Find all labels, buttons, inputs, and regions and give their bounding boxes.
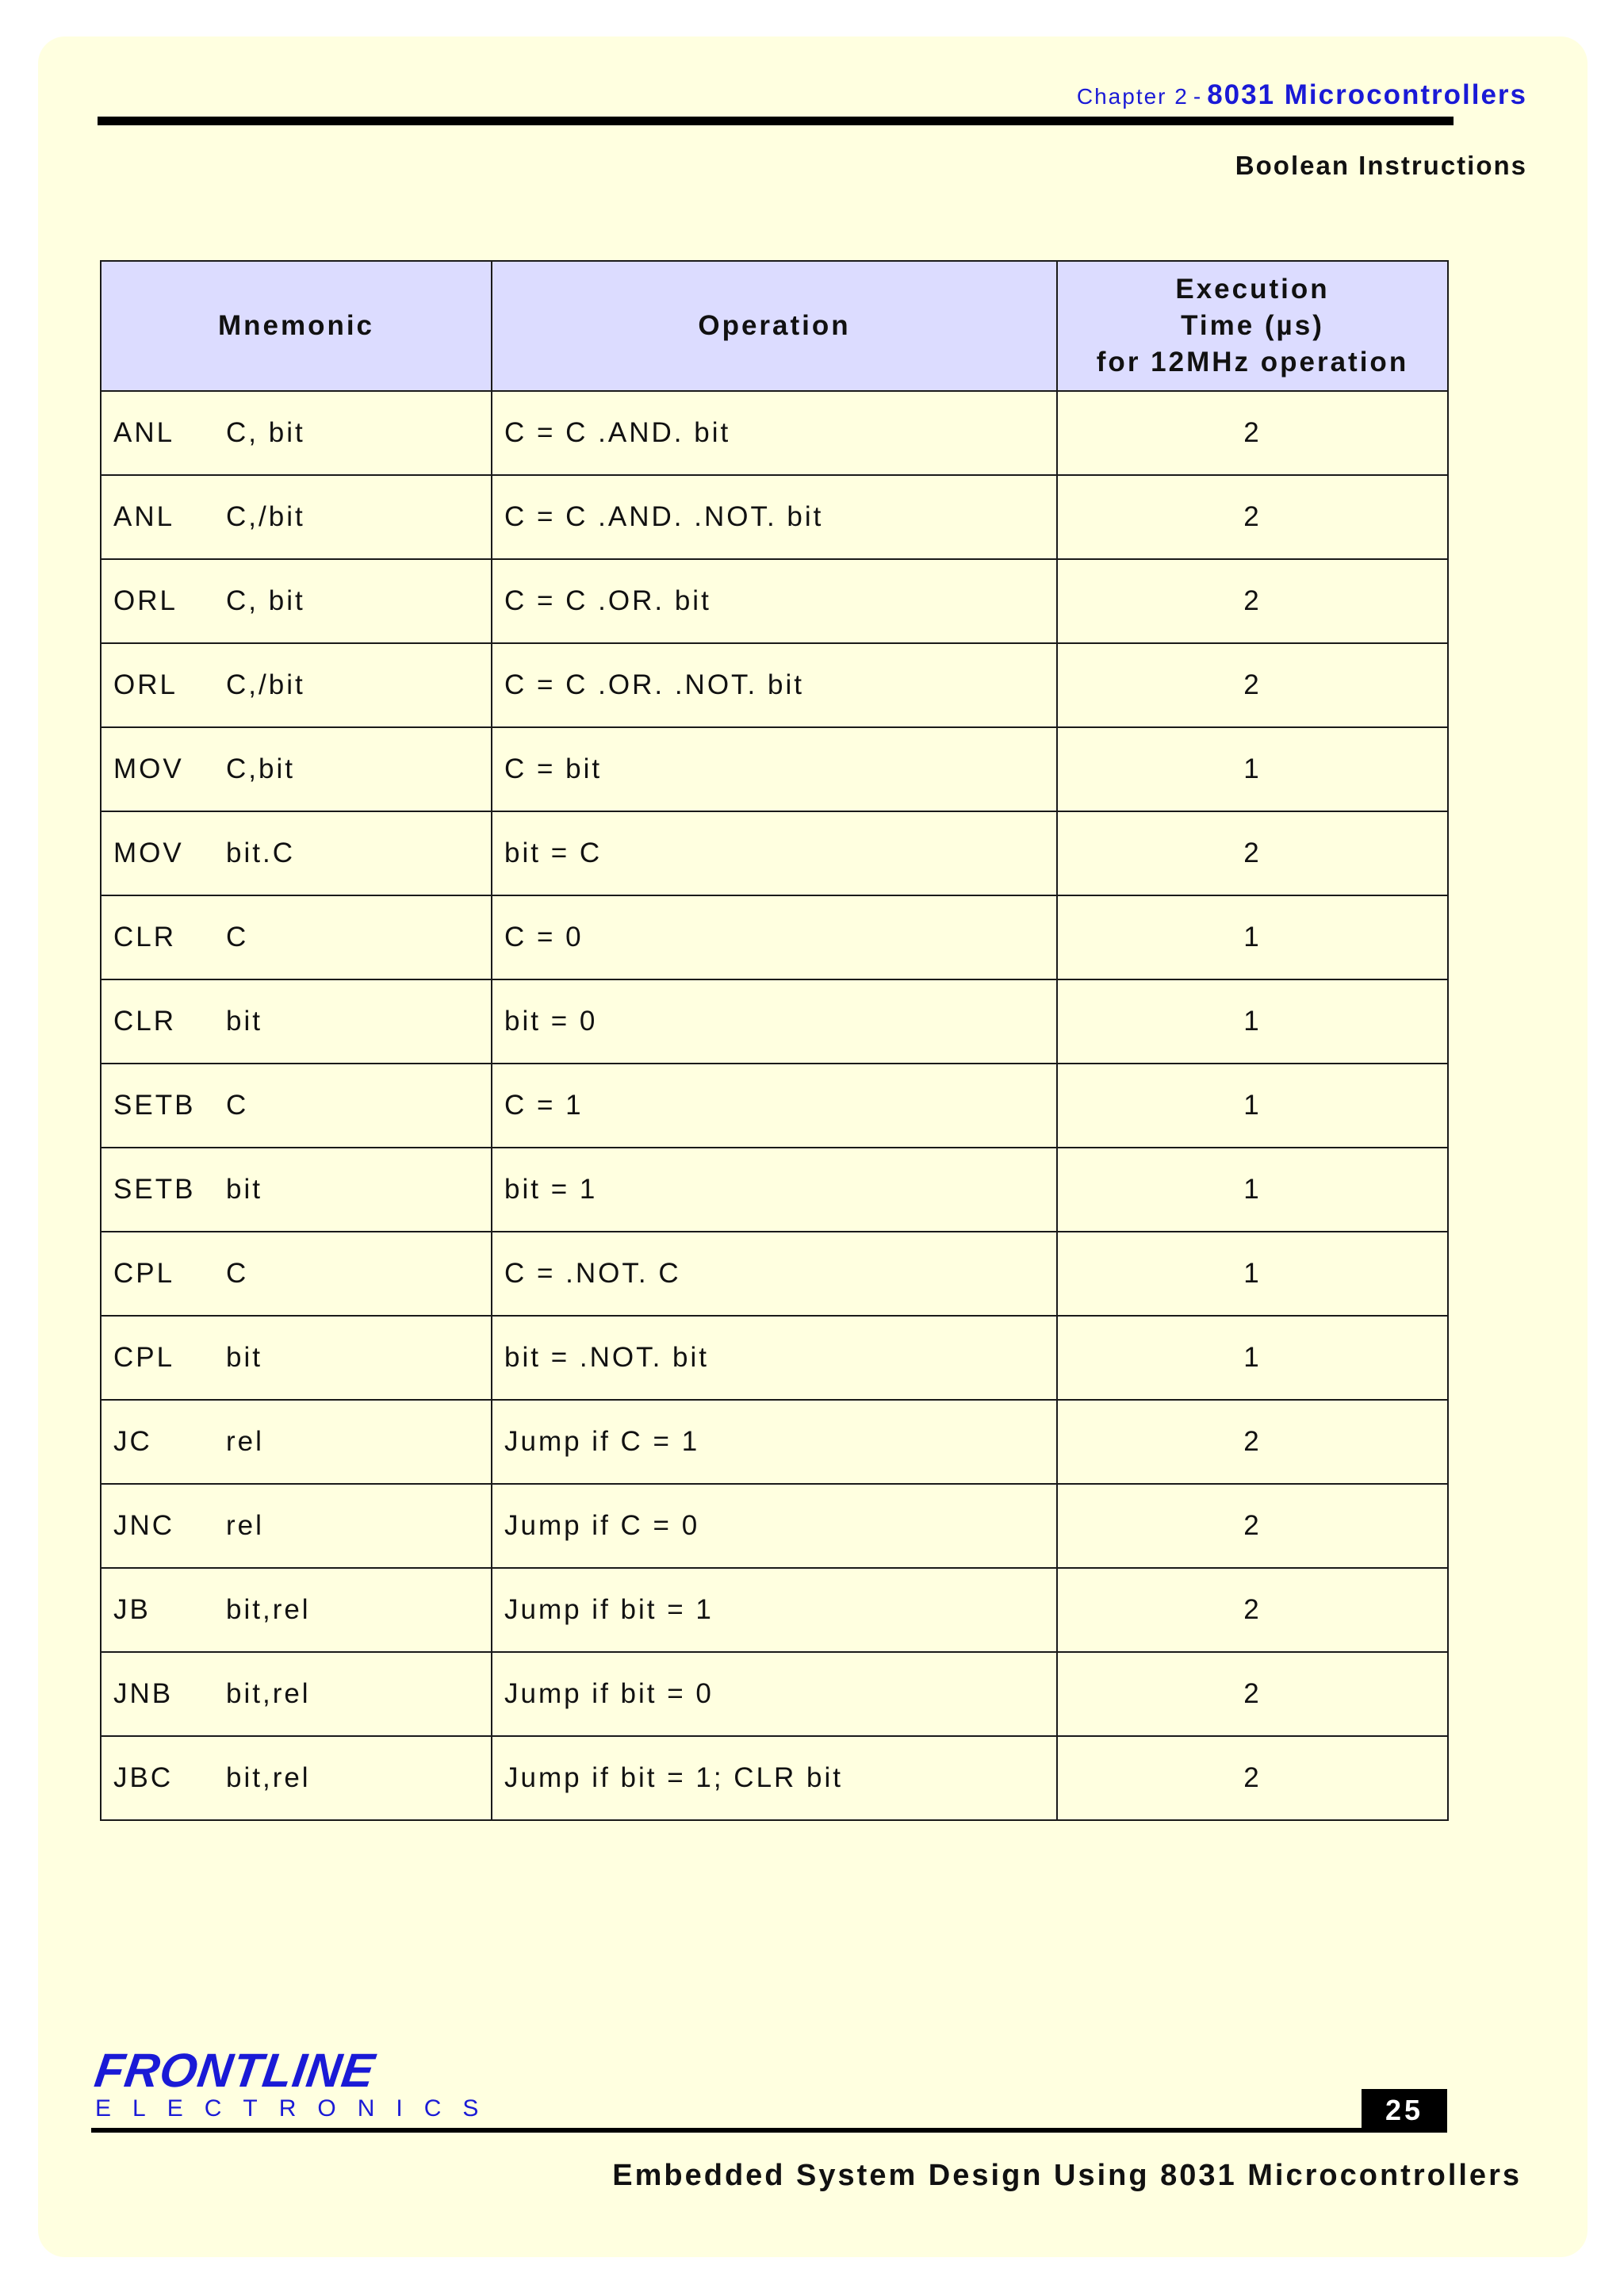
operation-cell: Jump if C = 0 (492, 1484, 1057, 1568)
operation-cell: C = C .OR. .NOT. bit (492, 643, 1057, 727)
mnemonic-cell (101, 811, 492, 895)
table-row (101, 1736, 1448, 1820)
page-number: 25 (1362, 2089, 1447, 2132)
operation-cell: bit = 1 (492, 1148, 1057, 1232)
execution-time-cell: 2 (1057, 643, 1448, 727)
table-row (101, 979, 1448, 1064)
chapter-separator: - (1193, 84, 1203, 109)
instruction-table (100, 260, 1449, 1821)
mnemonic-cell (101, 643, 492, 727)
table-row (101, 559, 1448, 643)
table-row (101, 1148, 1448, 1232)
operands: C,bit (226, 753, 295, 784)
operands: C (226, 1090, 249, 1121)
operation-cell: Jump if C = 1 (492, 1400, 1057, 1484)
opcode: CLR (113, 922, 177, 953)
opcode: ANL (113, 417, 175, 448)
execution-time-cell: 1 (1057, 1148, 1448, 1232)
mnemonic-cell (101, 1568, 492, 1652)
opcode: JC (113, 1426, 152, 1457)
section-title: Boolean Instructions (1235, 151, 1527, 180)
operands: bit (226, 1342, 262, 1373)
mnemonic-cell (101, 1064, 492, 1148)
frontline-logo (91, 2044, 500, 2122)
table-row (101, 1400, 1448, 1484)
opcode: ORL (113, 669, 178, 700)
table-row (101, 727, 1448, 811)
operands: C,/bit (226, 669, 305, 700)
table-row (101, 1232, 1448, 1316)
header-time-line2: Time (µs) (1181, 310, 1324, 341)
operands: rel (226, 1510, 264, 1541)
footer-rule (91, 2128, 1447, 2133)
execution-time-cell: 2 (1057, 559, 1448, 643)
mnemonic-cell (101, 895, 492, 979)
table-row (101, 391, 1448, 475)
opcode: SETB (113, 1090, 196, 1121)
execution-time-cell: 2 (1057, 811, 1448, 895)
operation-cell: C = bit (492, 727, 1057, 811)
operands: C (226, 922, 249, 953)
header-mnemonic: Mnemonic (101, 261, 492, 391)
opcode: CPL (113, 1342, 175, 1373)
book-title: Embedded System Design Using 8031 Microcontrollers (612, 2159, 1522, 2192)
chapter-header (1077, 79, 1527, 111)
execution-time-cell: 1 (1057, 727, 1448, 811)
header-operation: Operation (492, 261, 1057, 391)
table-row (101, 1568, 1448, 1652)
operands: bit,rel (226, 1678, 311, 1709)
operands: rel (226, 1426, 264, 1457)
mnemonic-cell (101, 727, 492, 811)
table-row (101, 1316, 1448, 1400)
opcode: CLR (113, 1006, 177, 1037)
execution-time-cell: 1 (1057, 979, 1448, 1064)
mnemonic-cell (101, 1148, 492, 1232)
operands: C, bit (226, 585, 305, 616)
operation-cell: Jump if bit = 1 (492, 1568, 1057, 1652)
table-row (101, 475, 1448, 559)
operands: C (226, 1258, 249, 1289)
chapter-name: 8031 Microcontrollers (1207, 79, 1527, 110)
operation-cell: bit = C (492, 811, 1057, 895)
operation-cell: C = C .AND. bit (492, 391, 1057, 475)
operands: C, bit (226, 417, 305, 448)
opcode: CPL (113, 1258, 175, 1289)
operands: C,/bit (226, 501, 305, 532)
table-row (101, 1064, 1448, 1148)
mnemonic-cell (101, 1652, 492, 1736)
operation-cell: C = 1 (492, 1064, 1057, 1148)
opcode: MOV (113, 753, 184, 784)
execution-time-cell: 1 (1057, 1316, 1448, 1400)
opcode: JNB (113, 1678, 174, 1709)
operands: bit (226, 1006, 262, 1037)
opcode: ORL (113, 585, 178, 616)
operands: bit (226, 1174, 262, 1205)
execution-time-cell: 2 (1057, 1484, 1448, 1568)
execution-time-cell: 1 (1057, 895, 1448, 979)
logo-wordmark: FRONTLINE (91, 2044, 379, 2097)
mnemonic-cell (101, 475, 492, 559)
table-header-row (101, 261, 1448, 391)
table-row (101, 1484, 1448, 1568)
header-time-line1: Execution (1175, 274, 1330, 305)
execution-time-cell: 2 (1057, 1568, 1448, 1652)
operands: bit,rel (226, 1762, 311, 1793)
operation-cell: C = C .OR. bit (492, 559, 1057, 643)
opcode: JBC (113, 1762, 174, 1793)
mnemonic-cell (101, 979, 492, 1064)
operation-cell: C = .NOT. C (492, 1232, 1057, 1316)
opcode: SETB (113, 1174, 196, 1205)
execution-time-cell: 2 (1057, 1652, 1448, 1736)
mnemonic-cell (101, 1400, 492, 1484)
header-execution-time (1057, 261, 1448, 391)
header-time-line3: for 12MHz operation (1096, 347, 1409, 378)
mnemonic-cell (101, 1484, 492, 1568)
operands: bit,rel (226, 1594, 311, 1625)
table-row (101, 895, 1448, 979)
table-row (101, 1652, 1448, 1736)
execution-time-cell: 1 (1057, 1064, 1448, 1148)
mnemonic-cell (101, 1316, 492, 1400)
opcode: ANL (113, 501, 175, 532)
operation-cell: Jump if bit = 1; CLR bit (492, 1736, 1057, 1820)
table-row (101, 643, 1448, 727)
opcode: MOV (113, 838, 184, 868)
mnemonic-cell (101, 1232, 492, 1316)
chapter-prefix: Chapter 2 (1076, 84, 1189, 109)
opcode: JNC (113, 1510, 175, 1541)
operation-cell: bit = .NOT. bit (492, 1316, 1057, 1400)
logo-subtitle: ELECTRONICS (95, 2095, 500, 2122)
execution-time-cell: 1 (1057, 1232, 1448, 1316)
execution-time-cell: 2 (1057, 391, 1448, 475)
execution-time-cell: 2 (1057, 1736, 1448, 1820)
mnemonic-cell (101, 559, 492, 643)
mnemonic-cell (101, 391, 492, 475)
execution-time-cell: 2 (1057, 1400, 1448, 1484)
operation-cell: C = 0 (492, 895, 1057, 979)
operation-cell: Jump if bit = 0 (492, 1652, 1057, 1736)
operation-cell: bit = 0 (492, 979, 1057, 1064)
mnemonic-cell (101, 1736, 492, 1820)
opcode: JB (113, 1594, 151, 1625)
operands: bit.C (226, 838, 295, 868)
operation-cell: C = C .AND. .NOT. bit (492, 475, 1057, 559)
table-row (101, 811, 1448, 895)
execution-time-cell: 2 (1057, 475, 1448, 559)
header-rule (98, 117, 1454, 125)
